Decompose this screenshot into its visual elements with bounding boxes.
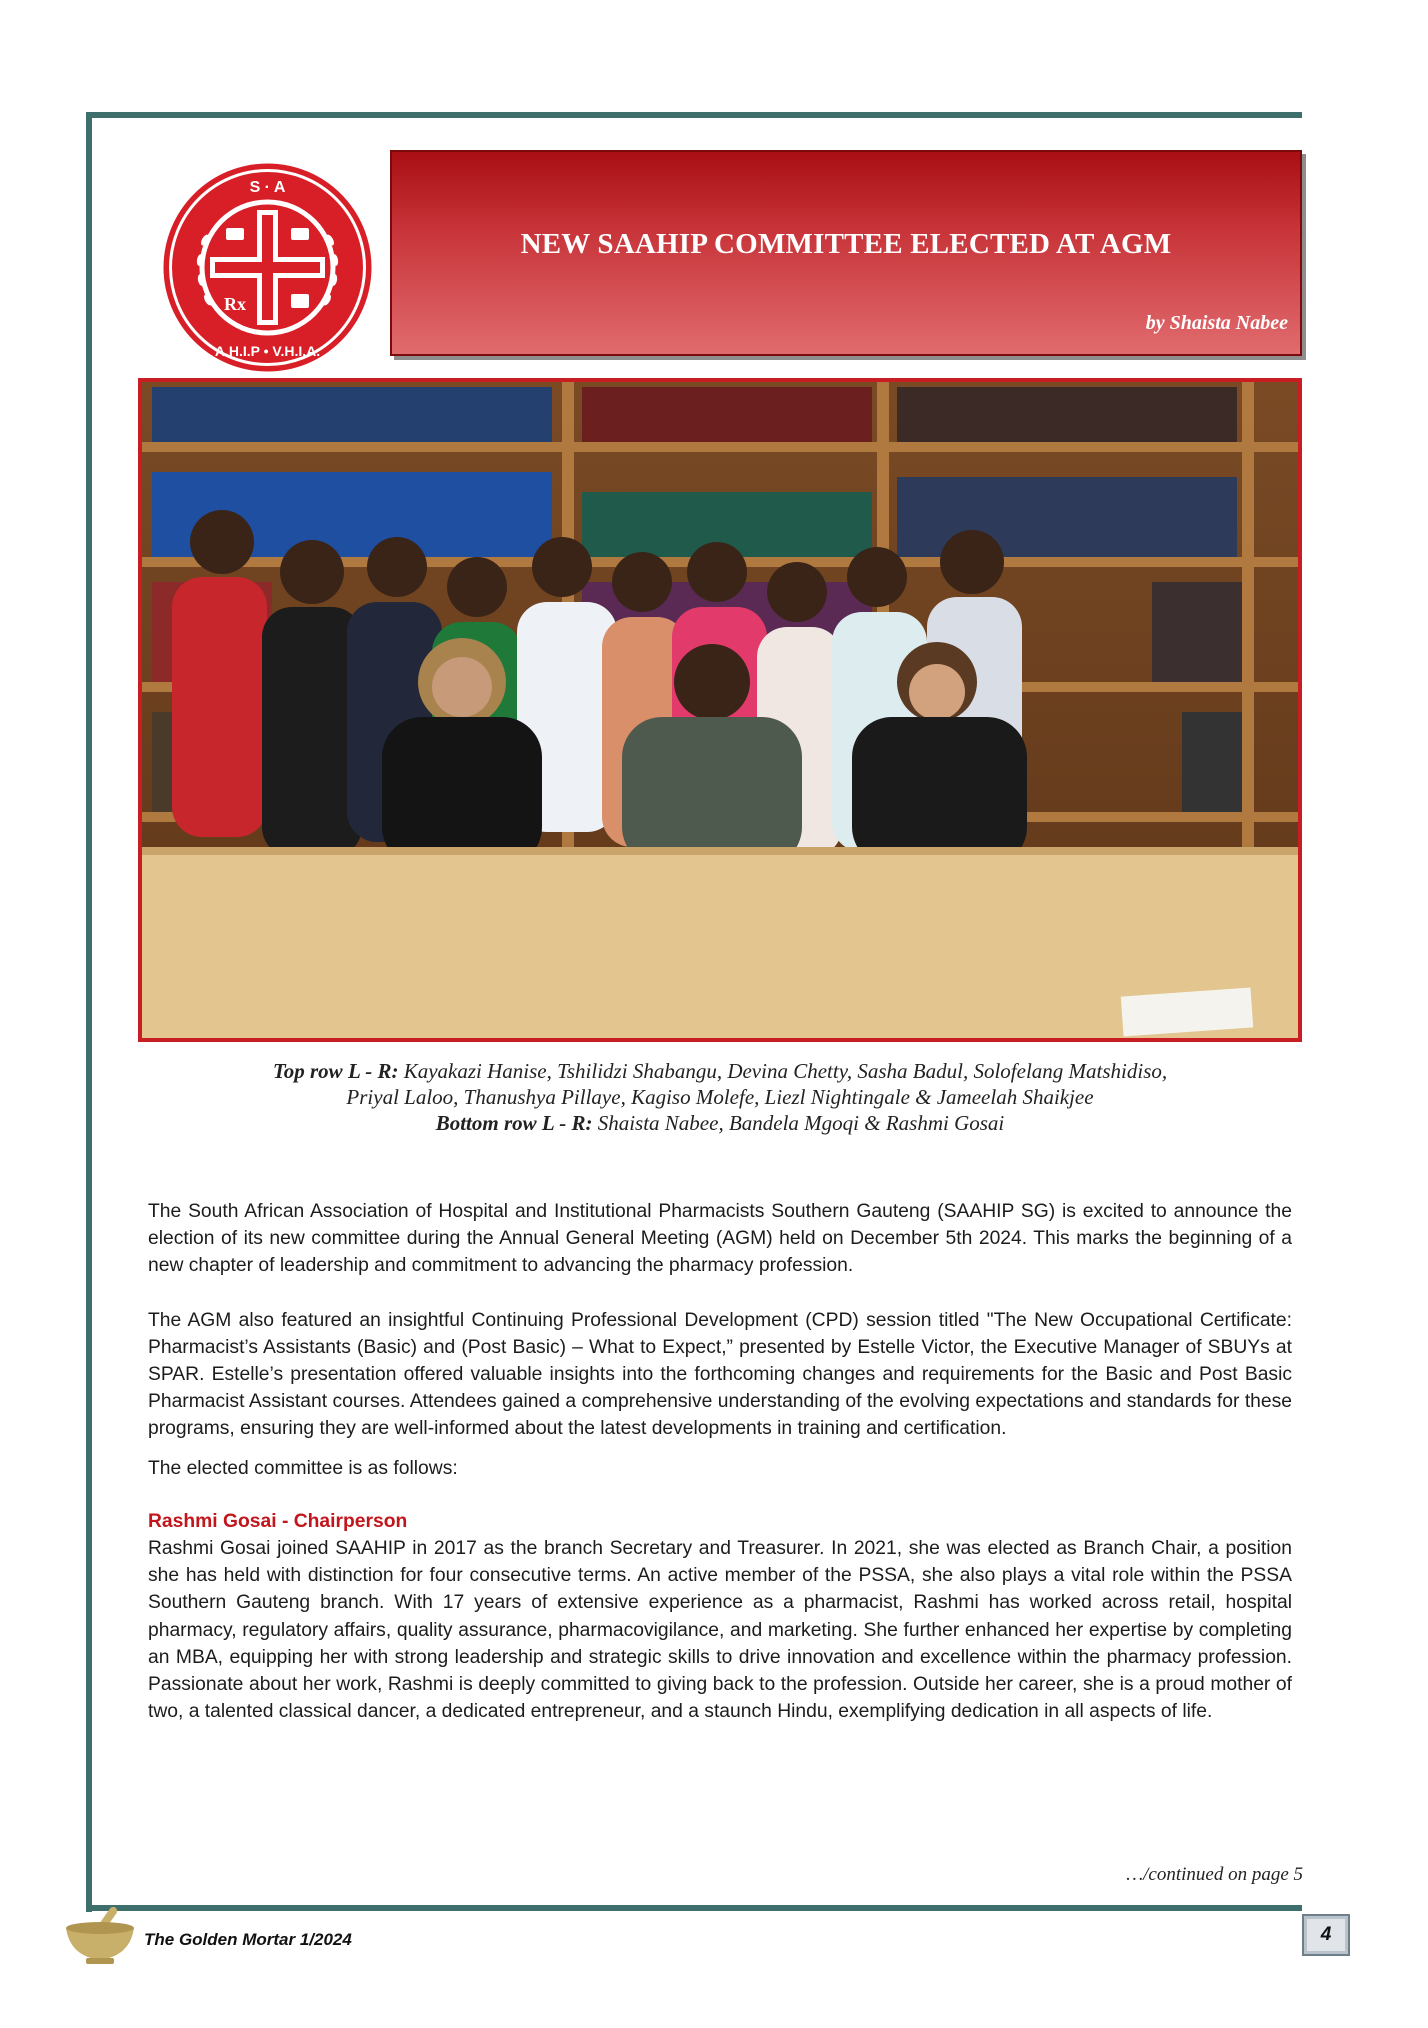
svg-text:S · A: S · A [249, 179, 286, 196]
photo-caption [140, 1058, 1300, 1136]
page-number: 4 [1302, 1914, 1350, 1956]
page-frame-left [86, 112, 92, 1912]
saahip-logo [160, 160, 375, 375]
caption-bottom-label: Bottom row L - R: [435, 1111, 593, 1135]
mortar-pestle-icon [60, 1898, 140, 1968]
caption-top-names-1: Kayakazi Hanise, Tshilidzi Shabangu, Devina Chetty, Sasha Badul, Solofelang Matshidiso, [403, 1059, 1168, 1083]
continued-link[interactable]: …/continued on page 5 [1126, 1864, 1303, 1885]
paragraph-rashmi-bio: Rashmi Gosai joined SAAHIP in 2017 as the branch Secretary and Treasurer. In 2021, she was elected as Branch Chair, a position she has held with distinction for four consecutive terms. An active member of the PSSA, she also plays a vital role within the PSSA Southern Gauteng branch. With 17 years of extensive experience as a pharmacist, Rashmi has worked across retail, hospital pharmacy, regulatory affairs, quality assurance, pharmacovigilance, and marketing. She further enhanced her expertise by completing an MBA, equipping her with strong leadership and strategic skills to drive innovation and excellence within the pharmacy profession. Passionate about her work, Rashmi is deeply committed to giving back to the profession. Outside her career, she is a proud mother of two, a talented classical dancer, a dedicated entrepreneur, and a staunch Hindu, exemplifying dedication in all aspects of life. [148, 1538, 1292, 1723]
svg-text:Rx: Rx [224, 294, 246, 314]
caption-bottom-names: Shaista Nabee, Bandela Mgoqi & Rashmi Gosai [597, 1111, 1005, 1135]
paragraph-intro: The South African Association of Hospital and Institutional Pharmacists Southern Gauteng (SAAHIP SG) is excited to announce the election of its new committee during the Annual General Meeting (AGM) held on December 5th 2024. This marks the beginning of a new chapter of leadership and commitment to advancing the pharmacy profession. [148, 1201, 1292, 1277]
section-heading-chairperson: Rashmi Gosai - Chairperson [148, 1510, 408, 1532]
caption-top-names-2: Priyal Laloo, Thanushya Pillaye, Kagiso Molefe, Liezl Nightingale & Jameelah Shaikjee [346, 1085, 1094, 1109]
page-frame-bottom [86, 1905, 1302, 1911]
publication-title: The Golden Mortar 1/2024 [144, 1930, 352, 1949]
article-title: NEW SAAHIP COMMITTEE ELECTED AT AGM [520, 228, 1172, 260]
svg-text:A.H.I.P • V.H.I.A.: A.H.I.P • V.H.I.A. [214, 343, 321, 359]
committee-group-photo [138, 378, 1302, 1042]
page-frame-top [86, 112, 1302, 118]
article-byline: by Shaista Nabee [1145, 312, 1288, 334]
article-body [148, 1198, 1292, 1725]
paragraph-cpd: The AGM also featured an insightful Continuing Professional Development (CPD) session titled "The New Occupational Certificate: Pharmacist’s Assistants (Basic) and (Post Basic) – What to Expect,” presented by Estelle Victor, the Executive Manager of SBUYs at SPAR. Estelle’s presentation offered valuable insights into the forthcoming changes and requirements for the Basic and Post Basic Pharmacist Assistant courses. Attendees gained a comprehensive understanding of the evolving expectations and standards for these programs, ensuring they are well-informed about the latest developments in training and certification. [148, 1309, 1292, 1440]
paragraph-committee-intro: The elected committee is as follows: [148, 1457, 458, 1479]
title-banner [390, 150, 1302, 356]
caption-top-label: Top row L - R: [272, 1059, 399, 1083]
